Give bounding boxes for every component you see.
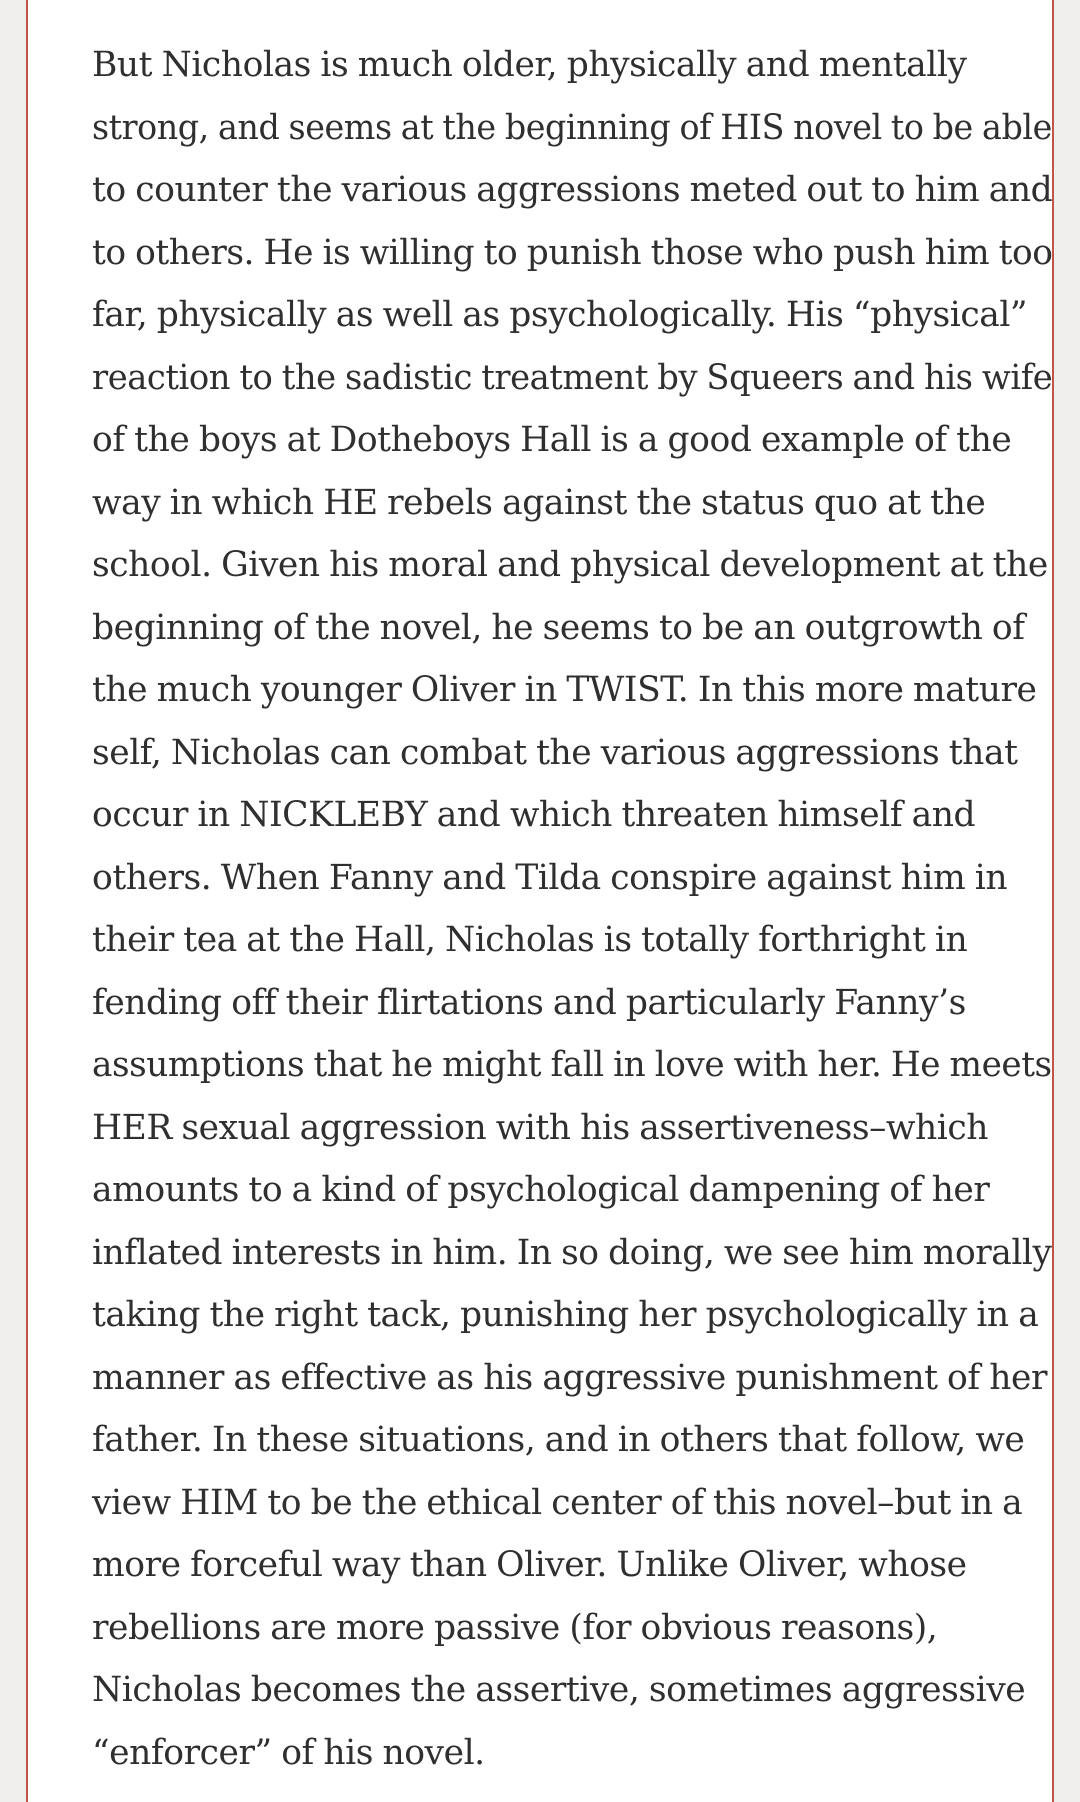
paragraph-line: school. Given his moral and physical development at the bbox=[92, 545, 1048, 585]
paragraph-line: others. When Fanny and Tilda conspire against him in bbox=[92, 857, 1008, 898]
paragraph-line: far, physically as well as psychologically. His “physical” bbox=[92, 295, 1028, 335]
paragraph-line: of the boys at Dotheboys Hall is a good example of the bbox=[92, 420, 1012, 460]
paragraph-line: father. In these situations, and in others that follow, we bbox=[92, 1420, 1025, 1460]
article-paragraph bbox=[92, 34, 1052, 1784]
paragraph-line: Nicholas becomes the assertive, sometimes aggressive bbox=[92, 1670, 1026, 1710]
paragraph-line: But Nicholas is much older, physically and mentally bbox=[92, 45, 967, 85]
paragraph-line: rebellions are more passive (for obvious reasons), bbox=[92, 1607, 938, 1648]
paragraph-line: beginning of the novel, he seems to be an outgrowth of bbox=[92, 607, 1025, 648]
paragraph-line: strong, and seems at the beginning of HIS novel to be able bbox=[92, 107, 1052, 148]
article-sheet bbox=[26, 0, 1054, 1802]
paragraph-line: fending off their flirtations and particularly Fanny’s bbox=[92, 982, 966, 1023]
paragraph-line: to counter the various aggressions meted out to him and bbox=[92, 170, 1053, 210]
paragraph-line: occur in NICKLEBY and which threaten himself and bbox=[92, 795, 976, 835]
paragraph-line: more forceful way than Oliver. Unlike Oliver, whose bbox=[92, 1545, 967, 1585]
paragraph-line: their tea at the Hall, Nicholas is totally forthright in bbox=[92, 920, 968, 960]
paragraph-line: to others. He is willing to punish those who push him too bbox=[92, 232, 1053, 273]
paragraph-line: taking the right tack, punishing her psychologically in a bbox=[92, 1295, 1039, 1335]
paragraph-line: amounts to a kind of psychological dampening of her bbox=[92, 1170, 990, 1210]
paragraph-line: view HIM to be the ethical center of this novel–but in a bbox=[92, 1482, 1023, 1523]
paragraph-line: manner as effective as his aggressive punishment of her bbox=[92, 1357, 1047, 1398]
paragraph-line: way in which HE rebels against the status quo at the bbox=[92, 482, 986, 523]
paragraph-line: self, Nicholas can combat the various aggressions that bbox=[92, 732, 1018, 773]
paragraph-line: “enforcer” of his novel. bbox=[92, 1732, 485, 1773]
paragraph-line: reaction to the sadistic treatment by Squeers and his wife bbox=[92, 357, 1053, 398]
paragraph-line: inflated interests in him. In so doing, we see him morally bbox=[92, 1232, 1052, 1273]
paragraph-line: HER sexual aggression with his assertiveness–which bbox=[92, 1107, 988, 1148]
paragraph-line: the much younger Oliver in TWIST. In this more mature bbox=[92, 670, 1037, 710]
paragraph-line: assumptions that he might fall in love with her. He meets bbox=[92, 1045, 1052, 1085]
